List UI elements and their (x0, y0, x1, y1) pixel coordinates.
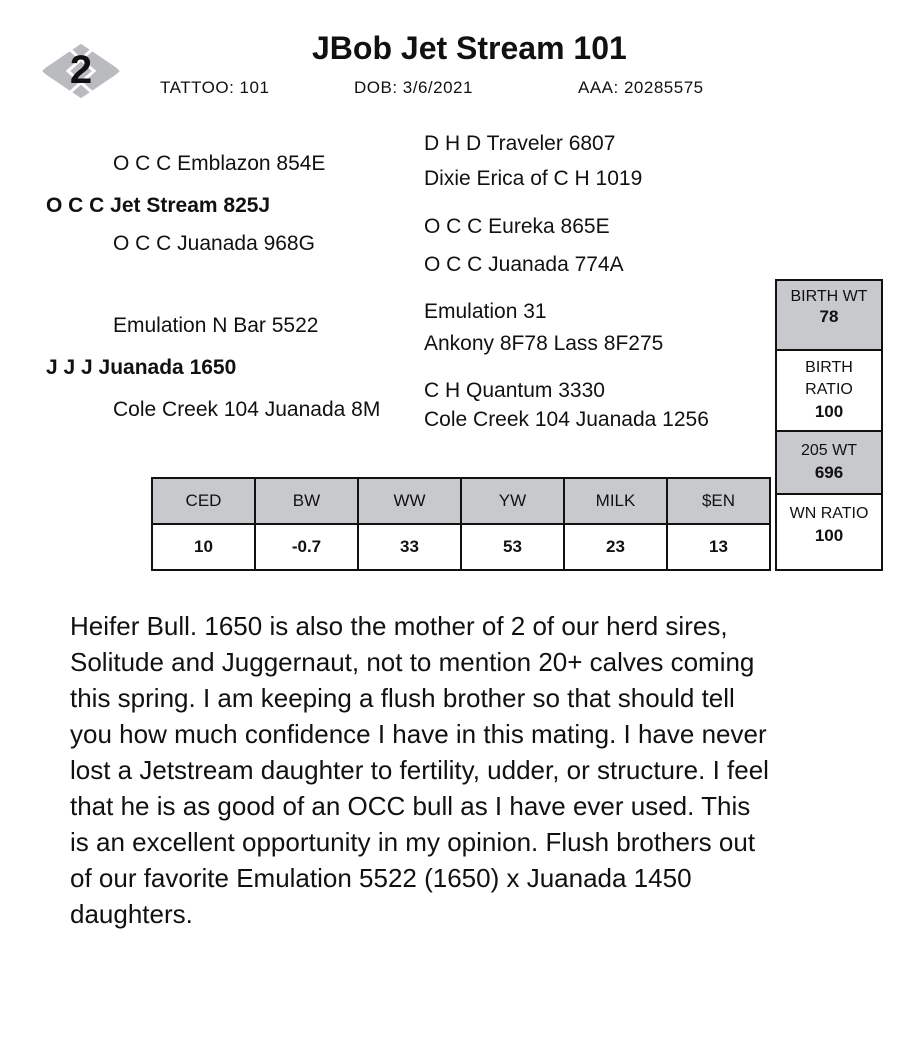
dam-dam: Cole Creek 104 Juanada 8M (113, 398, 381, 421)
epd-header: MILK (564, 478, 667, 524)
epd-header: YW (461, 478, 564, 524)
epd-header-row (152, 478, 770, 524)
sire-sire-dam: Dixie Erica of C H 1019 (424, 167, 643, 190)
sire-dam-dam: O C C Juanada 774A (424, 253, 624, 276)
sire: O C C Jet Stream 825J (46, 194, 271, 217)
epd-value: 10 (152, 524, 255, 570)
epd-value: 13 (667, 524, 770, 570)
dam-sire-dam: Ankony 8F78 Lass 8F275 (424, 332, 664, 355)
weight-205-cell (777, 432, 881, 495)
lot-description: Heifer Bull. 1650 is also the mother of 2 of our herd sires, Solitude and Juggernaut, not to mention 20+ calves coming this spring. I am keeping a flush brother so that should tell you how much confidence I have in this mating. I have never lost a Jetstream daughter to fertility, udder, or structure. I feel that he is as good of an OCC bull as I have ever used. This is an excellent opportunity in my opinion. Flush brothers out of our favorite Emulation 5522 (1650) x Juanada 1450 daughters. (70, 611, 769, 929)
dam-sire: Emulation N Bar 5522 (113, 314, 319, 337)
date-of-birth: DOB: 3/6/2021 (354, 78, 473, 97)
birth-weight-cell (777, 281, 881, 351)
epd-value-row (152, 524, 770, 570)
epd-header: $EN (667, 478, 770, 524)
birth-ratio-value: 100 (814, 402, 844, 421)
weaning-ratio-label: WN RATIO (789, 505, 869, 522)
performance-stats (775, 279, 883, 571)
lot-number: 2 (69, 48, 93, 92)
sire-sire: O C C Emblazon 854E (113, 152, 326, 175)
dam-sire-sire: Emulation 31 (424, 300, 547, 323)
epd-value: -0.7 (255, 524, 358, 570)
epd-header: BW (255, 478, 358, 524)
dam-dam-sire: C H Quantum 3330 (424, 379, 605, 402)
epd-header: CED (152, 478, 255, 524)
birth-weight-value: 78 (819, 307, 839, 326)
dam-dam-dam: Cole Creek 104 Juanada 1256 (424, 408, 709, 431)
registration-number: AAA: 20285575 (578, 78, 704, 97)
epd-value: 33 (358, 524, 461, 570)
weaning-ratio-value: 100 (814, 526, 844, 545)
epd-value: 23 (564, 524, 667, 570)
epd-value: 53 (461, 524, 564, 570)
epd-table (151, 477, 771, 571)
lot-badge (36, 40, 126, 102)
weaning-ratio-cell (777, 495, 881, 569)
sire-sire-sire: D H D Traveler 6807 (424, 132, 616, 155)
weight-205-label: 205 WT (800, 442, 857, 459)
birth-ratio-cell (777, 351, 881, 432)
tattoo: TATTOO: 101 (160, 78, 270, 97)
epd-header: WW (358, 478, 461, 524)
animal-name: JBob Jet Stream 101 (312, 30, 627, 66)
dam: J J J Juanada 1650 (46, 356, 237, 379)
sire-dam: O C C Juanada 968G (113, 232, 315, 255)
birth-ratio-label-2: RATIO (805, 381, 853, 398)
weight-205-value: 696 (814, 463, 844, 482)
sire-dam-sire: O C C Eureka 865E (424, 215, 610, 238)
birth-weight-label: BIRTH WT (790, 288, 868, 305)
birth-ratio-label-1: BIRTH (805, 359, 853, 376)
